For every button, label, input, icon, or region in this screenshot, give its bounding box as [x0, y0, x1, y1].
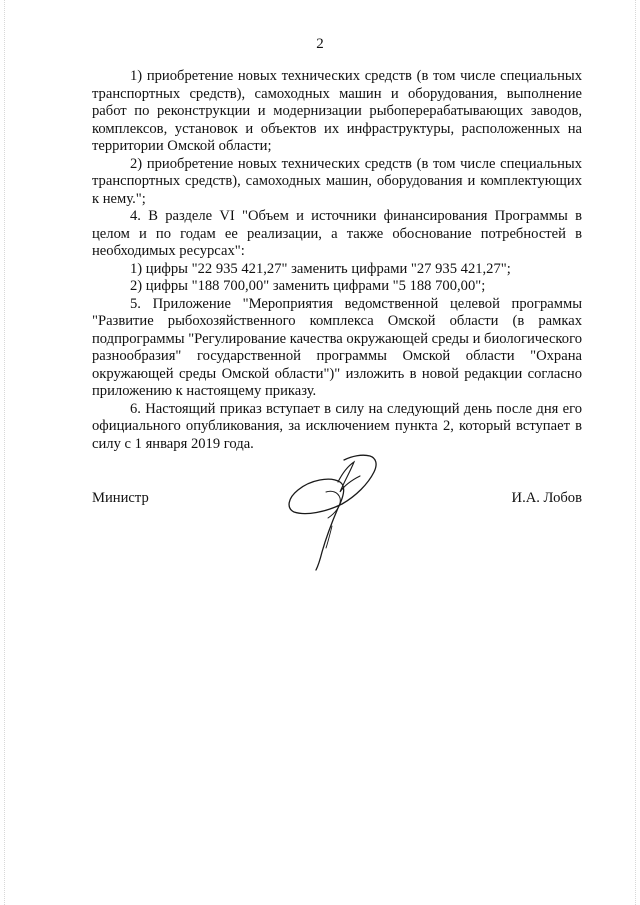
paragraph-4-heading: 4. В разделе VI "Объем и источники финансирования Программы в целом и по годам ее реализации, а также обоснование потребностей в необходимых ресурсах": [92, 208, 582, 259]
paragraph-1-item-1: 1) приобретение новых технических средств (в том числе специальных транспортных средств), самоходных машин и оборудования, выполнение работ по реконструкции и модернизации рыбоперерабатывающих заводов, комплексов, установок и объектов их инфраструктуры, расположенных на территории Омской области; [92, 68, 582, 154]
handwritten-signature [282, 452, 392, 572]
left-page-edge [4, 0, 5, 905]
signatory-title: Министр [92, 490, 149, 506]
right-page-edge [635, 0, 636, 905]
paragraph-4-item-2: 2) цифры "188 700,00" заменить цифрами "5 188 700,00"; [130, 278, 486, 294]
paragraph-1-item-2: 2) приобретение новых технических средств (в том числе специальных транспортных средств), самоходных машин, оборудования и комплектующих к нему."; [92, 155, 582, 207]
paragraph-4-item-1: 1) цифры "22 935 421,27" заменить цифрами "27 935 421,27"; [130, 260, 511, 277]
paragraph-5: 5. Приложение "Мероприятия ведомственной целевой программы "Развитие рыбохозяйственного комплекса Омской области (в рамках подпрограммы "Регулирование качества окружающей среды и биологического разнообразия" государственной программы Омской области "Охрана окружающей среды Омской области")" изложить в новой редакции согласно приложению к настоящему приказу. [92, 295, 582, 399]
paragraph-6: 6. Настоящий приказ вступает в силу на следующий день после дня его официального опубликования, за исключением пункта 2, который вступает в силу с 1 января 2019 года. [92, 400, 582, 452]
page-number: 2 [316, 36, 324, 52]
document-body [92, 68, 582, 453]
signatory-name: И.А. Лобов [511, 490, 582, 506]
